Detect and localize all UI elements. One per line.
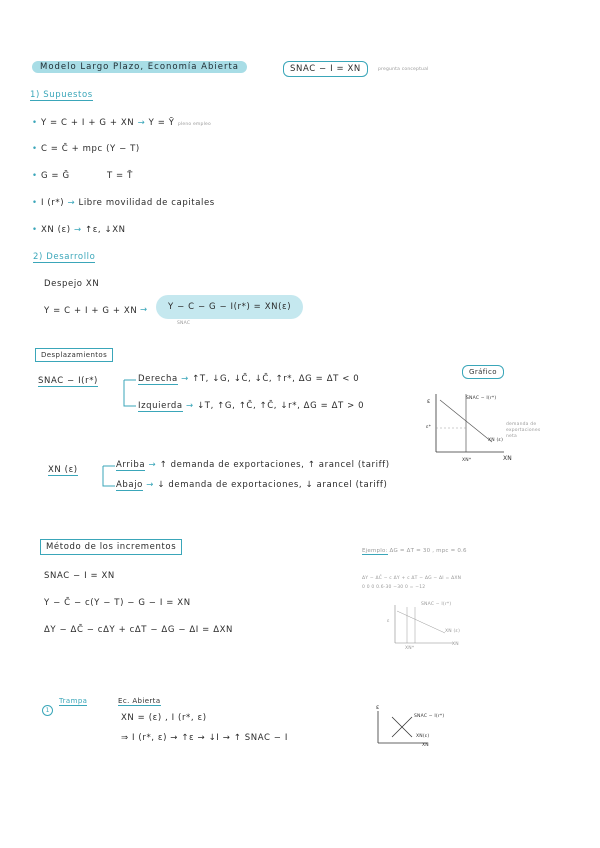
graph-note: demanda de exportaciones neta bbox=[506, 422, 541, 439]
mini-graph-eps: ε bbox=[387, 619, 390, 624]
xn-shift-label: XN (ε) bbox=[48, 465, 78, 475]
mini-graph-xn-line: XN (ε) bbox=[445, 629, 461, 634]
abajo-row: Abajo → ↓ demanda de exportaciones, ↓ arancel (tariff) bbox=[116, 480, 388, 490]
supuesto-4: • I (r*) → Libre movilidad de capitales bbox=[32, 198, 215, 208]
mini-graph-xn-eq: XN* bbox=[405, 646, 415, 651]
graph-axis-eps: ε bbox=[427, 398, 431, 405]
trampa-line-2: ⇒ I (r*, ε) → ↑ε → ↓I → ↑ SNAC − I bbox=[121, 733, 288, 743]
trampa-heading: Trampa bbox=[59, 697, 88, 705]
graph-axis-xn: XN bbox=[503, 455, 512, 462]
despejo-text: Despejo XN bbox=[44, 279, 100, 289]
trampa-graph-xn: XN bbox=[422, 743, 429, 748]
equation-arrow: → bbox=[140, 305, 148, 315]
supuesto-2: • C = C̄ + mpc (Y − T) bbox=[32, 144, 140, 154]
graph-xn-line-label: XN (ε) bbox=[488, 438, 504, 443]
arriba-row: Arriba → ↑ demanda de exportaciones, ↑ arancel (tariff) bbox=[116, 460, 390, 470]
identity-note: pregunta conceptual bbox=[378, 67, 429, 72]
trampa-graph-eps: ε bbox=[376, 704, 380, 711]
trampa-number: 1 bbox=[42, 697, 53, 716]
trampa-graph-xn-line: XN(ε) bbox=[416, 734, 430, 739]
derecha-row: Derecha → ↑T, ↓G, ↓C̄, ↓C̄, ↑r*, ΔG = ΔT < 0 bbox=[138, 374, 360, 384]
mini-graph-xn-axis: XN bbox=[452, 642, 459, 647]
graph-xn-star: XN* bbox=[462, 458, 472, 463]
mini-graph-snac: SNAC − I(r*) bbox=[421, 602, 452, 607]
trampa-graph-snac: SNAC − I(r*) bbox=[414, 714, 445, 719]
page-title: Modelo Largo Plazo, Economía Abierta bbox=[32, 61, 247, 73]
ejemplo-calc-1: ΔY − ΔC̄ − c ΔY + c ΔT − ΔG − ΔI = ΔXN bbox=[362, 576, 462, 581]
graph-snac-line-label: SNAC − I(r*) bbox=[466, 396, 497, 401]
incrementos-line-1: SNAC − I = XN bbox=[44, 571, 115, 581]
incrementos-line-2: Y − C̄ − c(Y − T) − G − I = XN bbox=[44, 598, 191, 608]
snac-shift-label: SNAC − I(r*) bbox=[38, 376, 98, 386]
supuesto-5: • XN (ε) → ↑ε, ↓XN bbox=[32, 225, 126, 235]
desarrollo-heading: 2) Desarrollo bbox=[33, 252, 96, 262]
snac-note: SNAC bbox=[177, 321, 191, 326]
identity-box: SNAC − I = XN bbox=[283, 61, 368, 77]
supuesto-1: • Y = C + I + G + XN → Y = Ȳ pleno empleo bbox=[32, 118, 211, 128]
trampa-ec-label: Ec. Abierta bbox=[118, 697, 161, 705]
supuesto-3: • G = Ḡ T = T̄ bbox=[32, 171, 133, 181]
izquierda-row: Izquierda → ↓T, ↑G, ↑C̄, ↑C̄, ↓r*, ΔG = ΔT > 0 bbox=[138, 401, 365, 411]
supuestos-heading: 1) Supuestos bbox=[30, 90, 93, 100]
equation-right: Y − C − G − I(r*) = XN(ε) bbox=[156, 295, 303, 319]
desplazamientos-heading: Desplazamientos bbox=[35, 348, 113, 362]
ejemplo-calc-2: 0 0 0 0.6·30 −30 0 = −12 bbox=[362, 585, 426, 590]
incrementos-heading: Método de los incrementos bbox=[40, 539, 182, 555]
graph-eps-star: ε* bbox=[426, 425, 432, 430]
grafico-label: Gráfico bbox=[462, 365, 504, 379]
trampa-line-1: XN = (ε) , I (r*, ε) bbox=[121, 713, 207, 723]
ejemplo-row: Ejemplo: ΔG = ΔT = 30 , mpc = 0.6 bbox=[362, 548, 467, 554]
incrementos-line-3: ΔY − ΔC̄ − cΔY + cΔT − ΔG − ΔI = ΔXN bbox=[44, 625, 233, 635]
equation-left: Y = C + I + G + XN bbox=[44, 306, 138, 316]
